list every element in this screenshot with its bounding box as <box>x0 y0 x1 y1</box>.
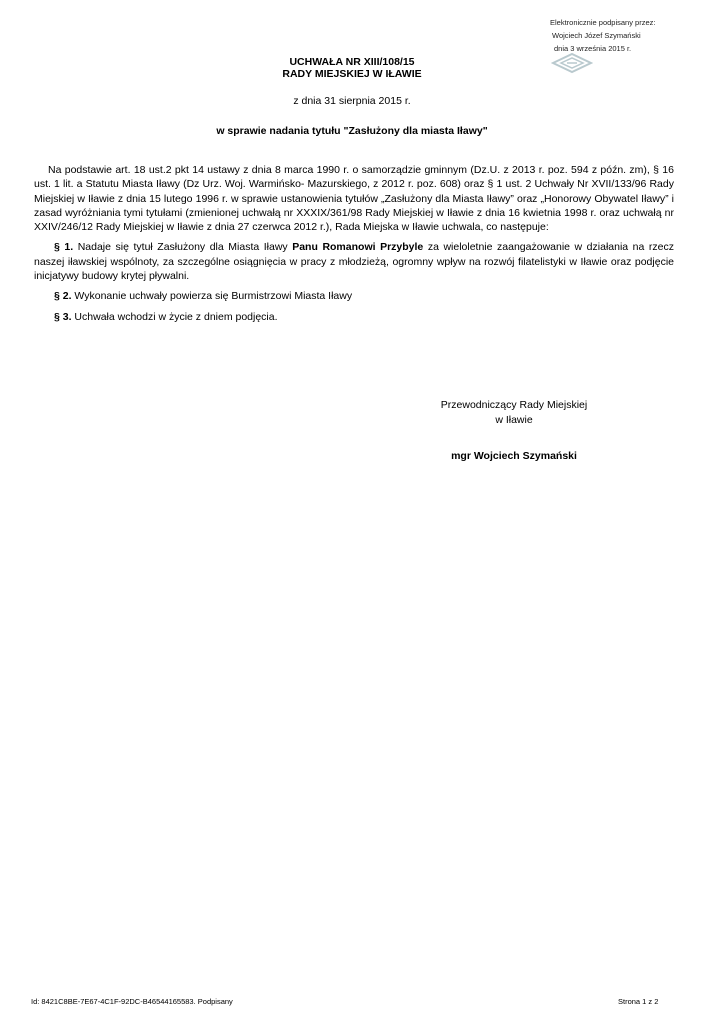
paragraph-1-text-cont: za wieloletnie zaangażowanie w działania na rzecz naszej iławskiej wspólnoty, za szczególne osiągnięcia w pracy z młodzieżą, ogromny wpływ na rozwój filatelistyki w Iławie oraz podjęcie inicjatywy budowy krytej pływalni. <box>34 241 674 283</box>
signature-date: dnia 3 września 2015 r. <box>554 44 632 53</box>
chairman-role <box>404 398 624 428</box>
paragraph-3-mark: § 3. <box>54 310 72 323</box>
preamble: Na podstawie art. 18 ust.2 pkt 14 ustawy z dnia 8 marca 1990 r. o samorządzie gminnym (Dz.U. z 2013 r. poz. 594 z późn. zm), § 16 ust. 1 lit. a Statutu Miasta Iławy (Dz Urz. Woj. Warmińsko- Mazurskiego, z 2012 r. poz. 608) oraz § 1 ust. 2 Uchwały Nr XVII/133/96 Rady Miejskiej w Iławie z dnia 15 lutego 1996 r. w sprawie ustanowienia tytułów „Zasłużony dla Miasta Iławy” oraz „Honorowy Obywatel Iławy” i zasad wyróżniania tymi tytułami (zmienionej uchwałą nr XXXIX/361/98 Rady Miejskiej w Iławie z dnia 16 kwietnia 1998 r. oraz uchwałą nr XXIV/246/12 Rady Miejskiej w Iławie z dnia 27 czerwca 2012 r.), Rada Miejska w Iławie uchwala, co następuje: <box>34 164 674 234</box>
page-number: Strona 1 z 2 <box>618 997 659 1006</box>
electronic-signature-block <box>550 16 720 55</box>
signature-signer: Wojciech Józef Szymański <box>552 31 641 40</box>
paragraph-3-text: Uchwała wchodzi w życie z dniem podjęcia. <box>71 310 278 323</box>
signature-label: Elektronicznie podpisany przez: <box>550 18 656 27</box>
resolution-number: UCHWAŁA NR XIII/108/15 <box>289 56 415 68</box>
paragraph-1-text: Nadaje się tytuł Zasłużony dla Miasta Iławy <box>73 241 293 254</box>
paragraph-2-text: Wykonanie uchwały powierza się Burmistrzowi Miasta Iławy <box>71 290 353 303</box>
council-name: RADY MIEJSKIEJ W IŁAWIE <box>282 68 422 80</box>
paragraph-1-mark: § 1. <box>54 241 74 254</box>
paragraph-1 <box>34 240 674 283</box>
chairman-role-line1: Przewodniczący Rady Miejskiej <box>440 399 588 411</box>
paragraph-2-mark: § 2. <box>54 290 72 303</box>
chairman-role-line2: w Iławie <box>495 414 533 426</box>
document-id: Id: 8421C8BE-7E67-4C1F-92DC-B46544165583. Podpisany <box>31 997 233 1006</box>
honoree-name: Panu Romanowi Przybyle <box>292 241 424 254</box>
paragraph-2 <box>34 289 674 303</box>
resolution-date: z dnia 31 sierpnia 2015 r. <box>293 95 411 107</box>
document-body <box>34 163 674 324</box>
resolution-subject: w sprawie nadania tytułu "Zasłużony dla miasta Iławy" <box>216 125 488 137</box>
chairman-name: mgr Wojciech Szymański <box>451 450 577 462</box>
paragraph-3 <box>34 310 674 324</box>
